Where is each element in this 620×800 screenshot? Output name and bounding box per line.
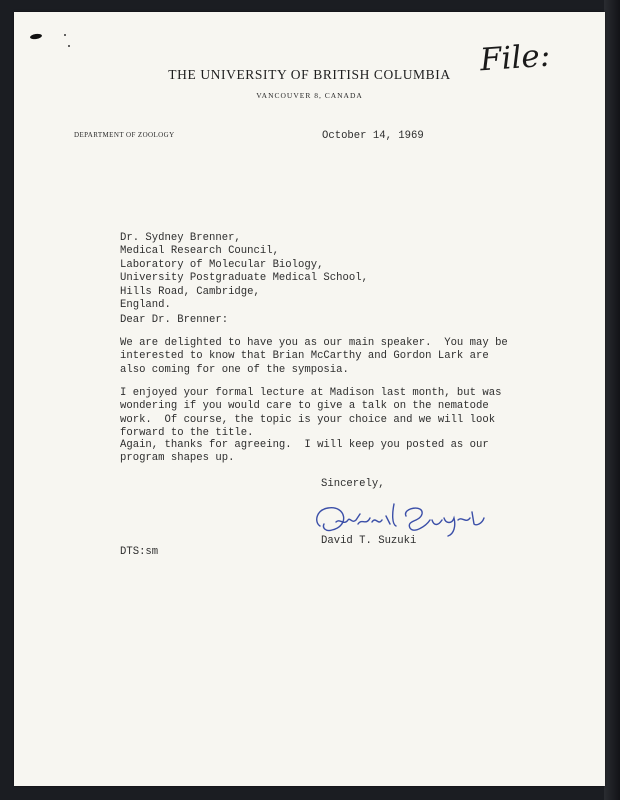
letterhead-address: VANCOUVER 8, CANADA: [256, 91, 363, 100]
salutation: Dear Dr. Brenner:: [120, 314, 229, 326]
body-paragraph-1: We are delighted to have you as our main speaker. You may be interested to know that Brian McCarthy and Gordon Lark are also coming for one of the symposia.: [120, 337, 508, 376]
ink-smudge: [30, 33, 43, 40]
letter-page: [14, 12, 605, 786]
ink-speck: [64, 34, 66, 36]
recipient-address: Dr. Sydney Brenner, Medical Research Council, Laboratory of Molecular Biology, University Postgraduate Medical School, Hills Road, Cambridge, England.: [120, 232, 368, 312]
letterhead-institution: THE UNIVERSITY OF BRITISH COLUMBIA: [168, 67, 451, 82]
body-paragraph-3: Again, thanks for agreeing. I will keep you posted as our program shapes up.: [120, 439, 489, 465]
handwritten-file-note: File:: [478, 37, 552, 79]
body-paragraph-2: I enjoyed your formal lecture at Madison last month, but was wondering if you would care to give a talk on the nematode work. Of course, the topic is your choice and we will look forward to the title.: [120, 387, 502, 440]
letter-date: October 14, 1969: [322, 130, 424, 142]
scan-background-edge: [604, 0, 620, 800]
reference-initials: DTS:sm: [120, 546, 159, 558]
letterhead-department: DEPARTMENT OF ZOOLOGY: [74, 131, 175, 139]
ink-speck: [68, 45, 70, 47]
signer-name: David T. Suzuki: [321, 535, 417, 547]
handwritten-signature: [306, 496, 496, 538]
closing: Sincerely,: [321, 478, 385, 490]
